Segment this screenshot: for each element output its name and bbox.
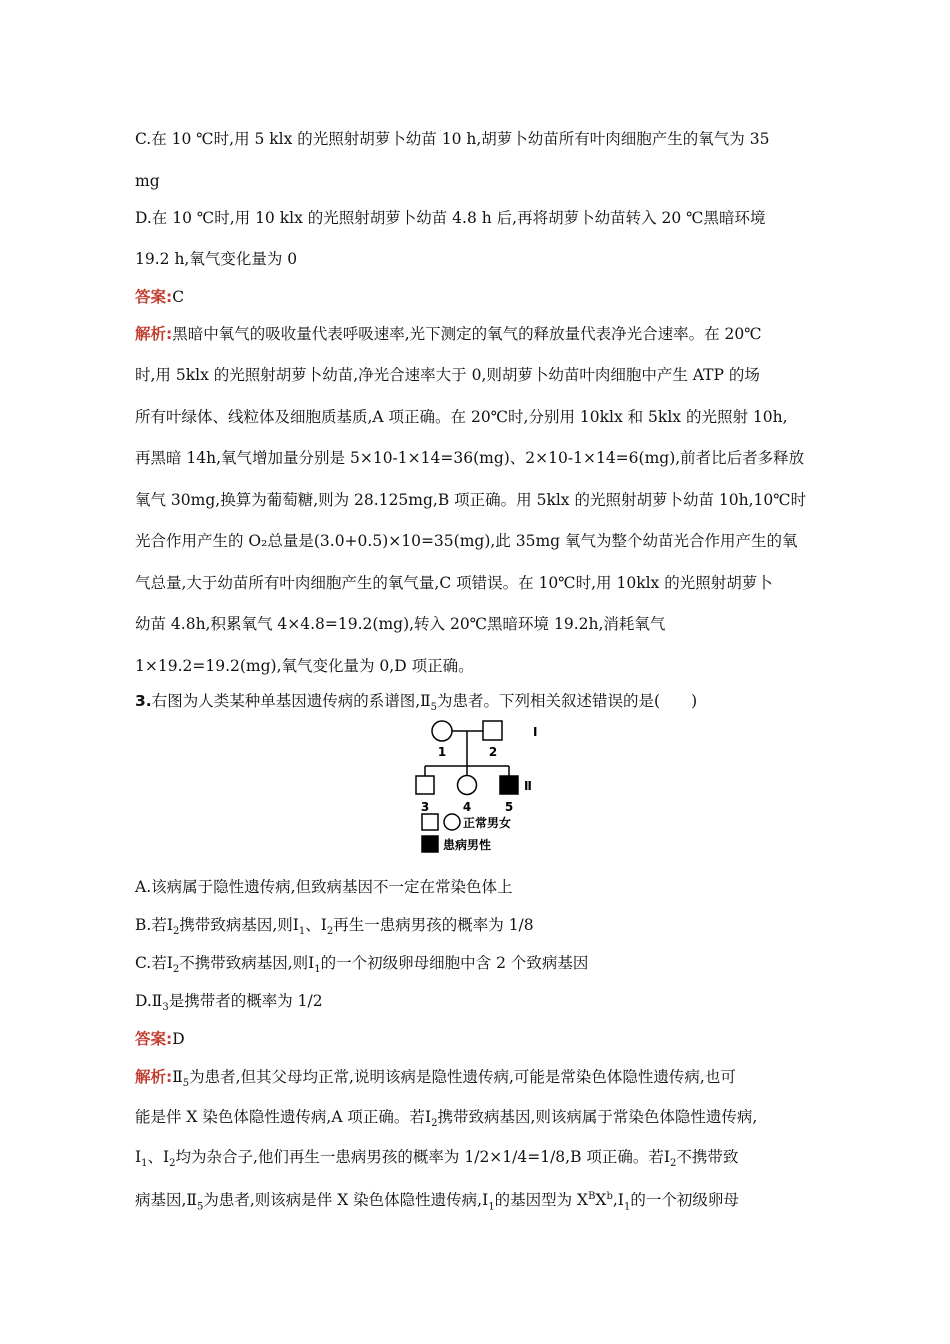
text: 病基因,Ⅱ	[135, 1191, 197, 1210]
text: X	[595, 1191, 607, 1210]
sub: 1	[488, 1201, 495, 1213]
text: 均为杂合子,他们再生一患病男孩的概率为 1/2×1/4=1/8,B 项正确。若Ⅰ	[175, 1148, 671, 1166]
q2-answer	[135, 286, 184, 308]
answer-label: 答案:	[135, 1030, 173, 1048]
sub: 2	[172, 926, 180, 938]
sup: B	[588, 1191, 596, 1202]
text: 的基因型为 X	[494, 1191, 589, 1210]
q3-answer	[135, 1028, 185, 1050]
text: ,Ⅰ	[612, 1191, 624, 1210]
q2-analysis-line3: 所有叶绿体、线粒体及细胞质基质,A 项正确。在 20℃时,分别用 10klx 和 5klx 的光照射 10h,	[135, 408, 788, 426]
text: 不携带致病基因,则Ⅰ	[179, 954, 315, 972]
sub: 5	[182, 1078, 190, 1090]
male-normal-i2	[483, 721, 502, 740]
analysis-label: 解析:	[135, 1068, 173, 1086]
text: 能是伴 X 染色体隐性遗传病,A 项正确。若Ⅰ	[135, 1108, 432, 1126]
legend-male-normal-icon	[422, 814, 438, 830]
q3-stem	[135, 690, 697, 719]
ind-label-5: 5	[504, 800, 514, 814]
sub: 1	[298, 926, 306, 938]
q3-analysis-line1	[135, 1066, 736, 1095]
sub: 2	[169, 1158, 176, 1170]
q3-option-a: A.该病属于隐性遗传病,但致病基因不一定在常染色体上	[135, 878, 513, 896]
male-affected-ii5	[500, 776, 518, 794]
answer-value: C	[172, 288, 185, 306]
analysis-text: 黑暗中氧气的吸收量代表呼吸速率,光下测定的氧气的释放量代表净光合速率。在 20℃	[172, 325, 762, 343]
q2-analysis-line6	[135, 530, 798, 552]
q2-analysis-line7: 气总量,大于幼苗所有叶肉细胞产生的氧气量,C 项错误。在 10℃时,用 10klx 的光照射胡萝卜	[135, 574, 773, 592]
analysis-text-a: 光合作用产生的 O	[135, 532, 262, 550]
q3-option-c	[135, 952, 588, 981]
q2-analysis-line5: 氧气 30mg,换算为葡萄糖,则为 28.125mg,B 项正确。用 5klx 的光照射胡萝卜幼苗 10h,10℃时	[135, 491, 807, 509]
sub: 2	[431, 1118, 438, 1130]
text: 的一个初级卵母细胞中含 2 个致病基因	[320, 954, 589, 972]
sub: 1	[314, 964, 321, 976]
q3-analysis-line3	[135, 1146, 738, 1175]
text: D.Ⅱ	[135, 992, 163, 1010]
text: Ⅱ	[172, 1068, 183, 1086]
question-number: 3.	[135, 692, 152, 710]
analysis-label: 解析:	[135, 325, 173, 343]
q2-option-d-line2: 19.2 h,氧气变化量为 0	[135, 250, 298, 268]
legend-female-normal-icon	[444, 814, 460, 830]
sub: 2	[670, 1158, 677, 1170]
sub: 3	[162, 1002, 169, 1014]
ind-label-3: 3	[420, 800, 430, 814]
legend-normal-label: 正常男女	[463, 816, 512, 830]
text: 为患者,但其父母均正常,说明该病是隐性遗传病,可能是常染色体隐性遗传病,也可	[189, 1068, 736, 1086]
male-normal-ii3	[416, 776, 434, 794]
q2-analysis-line4: 再黑暗 14h,氧气增加量分别是 5×10-1×14=36(mg)、2×10-1×14=6(mg),前者比后者多释放	[135, 449, 805, 467]
sup: b	[606, 1191, 613, 1202]
q3-option-b	[135, 914, 534, 943]
q2-analysis-line1	[135, 323, 762, 345]
text: 的一个初级卵母	[630, 1191, 739, 1210]
q2-option-c-line1: C.在 10 ℃时,用 5 klx 的光照射胡萝卜幼苗 10 h,胡萝卜幼苗所有叶肉细胞产生的氧气为 35	[135, 130, 770, 148]
analysis-text-b: ₂总量是(3.0+0.5)×10=35(mg),此 35mg 氧气为整个幼苗光合作用产生的氧	[261, 532, 798, 550]
q2-option-d-line1: D.在 10 ℃时,用 10 klx 的光照射胡萝卜幼苗 4.8 h 后,再将胡萝卜幼苗转入 20 ℃黑暗环境	[135, 209, 766, 227]
text: 携带致病基因,则Ⅰ	[179, 916, 299, 934]
stem-sub: 5	[430, 702, 438, 714]
legend-affected-label: 患病男性	[443, 838, 492, 852]
text: 、Ⅰ	[147, 1148, 170, 1166]
generation-label-2: Ⅱ	[524, 779, 532, 793]
q2-analysis-line9: 1×19.2=19.2(mg),氧气变化量为 0,D 项正确。	[135, 657, 474, 675]
text: Ⅰ	[135, 1148, 142, 1166]
answer-value: D	[172, 1030, 185, 1048]
ind-label-1: 1	[437, 745, 447, 759]
q2-option-c-line2: mg	[135, 172, 160, 190]
q3-option-d	[135, 990, 323, 1019]
q3-analysis-line4	[135, 1186, 739, 1218]
sub: 1	[623, 1201, 631, 1213]
text: 为患者,则该病是伴 X 染色体隐性遗传病,Ⅰ	[203, 1191, 489, 1210]
stem-text: 右图为人类某种单基因遗传病的系谱图,Ⅱ	[151, 692, 431, 710]
q2-analysis-line8: 幼苗 4.8h,积累氧气 4×4.8=19.2(mg),转入 20℃黑暗环境 19.2h,消耗氧气	[135, 615, 666, 633]
sub: 1	[141, 1158, 148, 1170]
text: 不携带致	[676, 1148, 739, 1166]
sub: 2	[326, 926, 334, 938]
answer-label: 答案:	[135, 288, 173, 306]
ind-label-4: 4	[462, 800, 472, 814]
stem-text-end: 为患者。下列相关叙述错误的是( )	[437, 692, 698, 710]
q2-analysis-line2: 时,用 5klx 的光照射胡萝卜幼苗,净光合速率大于 0,则胡萝卜幼苗叶肉细胞中产生 ATP 的场	[135, 366, 760, 384]
text: B.若Ⅰ	[135, 916, 173, 934]
text: 再生一患病男孩的概率为 1/8	[333, 916, 534, 934]
q3-analysis-line2	[135, 1106, 757, 1135]
text: 是携带者的概率为 1/2	[168, 992, 323, 1010]
sub: 5	[196, 1201, 204, 1213]
text: 、Ⅰ	[305, 916, 327, 934]
text: C.若Ⅰ	[135, 954, 173, 972]
ind-label-2: 2	[488, 745, 498, 759]
female-normal-ii4	[458, 776, 477, 795]
female-normal-i1	[432, 721, 452, 741]
text: 携带致病基因,则该病属于常染色体隐性遗传病,	[437, 1108, 758, 1126]
sub: 2	[172, 964, 180, 976]
generation-label-1: Ⅰ	[533, 725, 538, 739]
pedigree-chart	[400, 718, 560, 858]
legend-male-affected-icon	[422, 836, 438, 852]
